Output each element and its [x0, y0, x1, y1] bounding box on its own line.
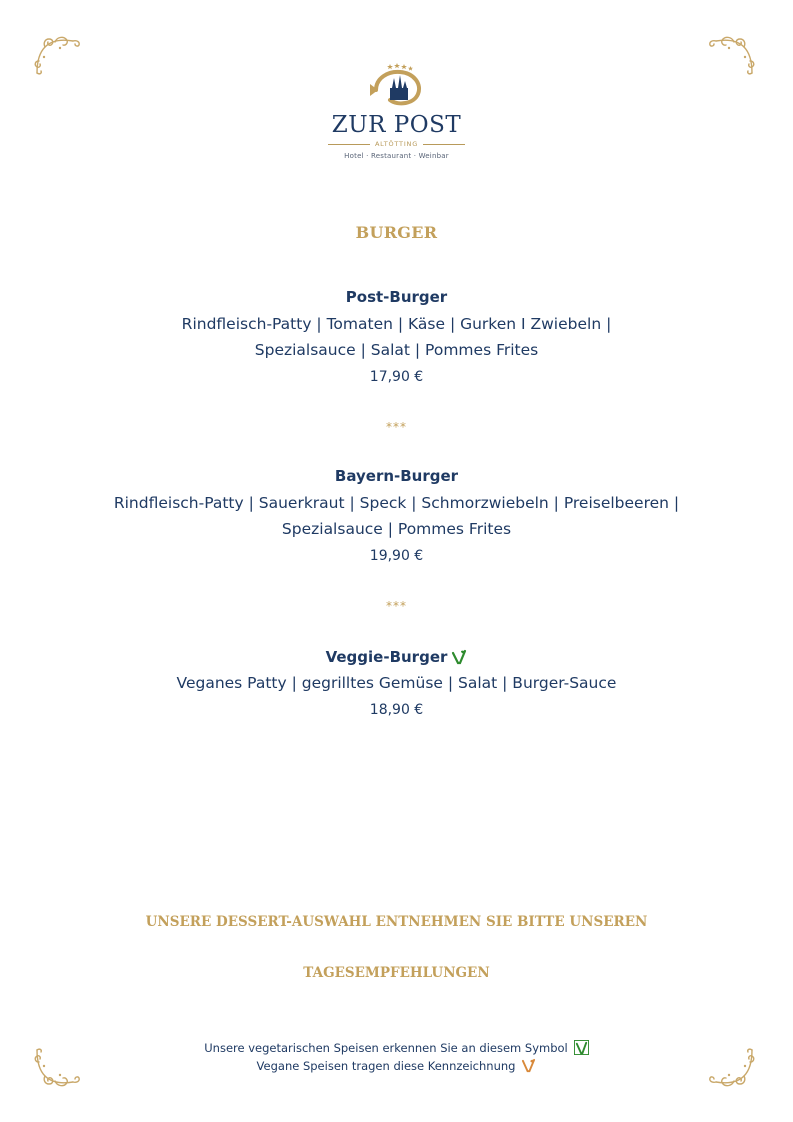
- menu-item-description: Spezialsauce | Salat | Pommes Frites: [254, 341, 539, 359]
- vegan-icon: [521, 1058, 536, 1073]
- menu-item-price: 18,90 €: [369, 702, 424, 718]
- separator: ***: [386, 599, 407, 613]
- brand-tagline: Hotel · Restaurant · Weinbar: [344, 152, 449, 160]
- menu-item-price: 17,90 €: [369, 369, 424, 385]
- legend-vegan-text: Vegane Speisen tragen diese Kennzeichnung: [256, 1059, 516, 1073]
- menu-item-description: Rindfleisch-Patty | Tomaten | Käse | Gurken I Zwiebeln |: [181, 315, 612, 333]
- dessert-note-line1: UNSERE DESSERT-AUSWAHL ENTNEHMEN SIE BITTE UNSEREN: [145, 914, 648, 930]
- brand-name: ZUR POST: [331, 112, 462, 138]
- menu-item-name: Bayern-Burger: [334, 467, 459, 485]
- brand-location: ALTÖTTING: [374, 140, 419, 148]
- separator: ***: [386, 420, 407, 434]
- legend-vegetarian-text: Unsere vegetarischen Speisen erkennen Sie an diesem Symbol: [204, 1041, 568, 1055]
- menu-item-description: Spezialsauce | Pommes Frites: [281, 520, 512, 538]
- logo: [0, 62, 793, 160]
- divider: [423, 144, 465, 145]
- post-horn-logo-icon: [362, 62, 432, 110]
- menu-item-description: Veganes Patty | gegrilltes Gemüse | Salat | Burger-Sauce: [176, 674, 617, 692]
- divider: [328, 144, 370, 145]
- menu-item-description: Rindfleisch-Patty | Sauerkraut | Speck | Schmorzwiebeln | Preiselbeeren |: [113, 494, 680, 512]
- legend-vegan: [0, 1058, 793, 1073]
- section-title: BURGER: [355, 223, 438, 242]
- vegetarian-icon: [451, 649, 467, 665]
- menu-item-name: Post-Burger: [345, 288, 448, 306]
- legend-vegetarian: [0, 1040, 793, 1055]
- vegetarian-icon: [574, 1040, 589, 1055]
- menu-item-price: 19,90 €: [369, 548, 424, 564]
- menu-item-name-row: [0, 647, 793, 666]
- menu-item-name: Veggie-Burger: [325, 648, 448, 666]
- dessert-note-line2: TAGESEMPFEHLUNGEN: [303, 965, 490, 981]
